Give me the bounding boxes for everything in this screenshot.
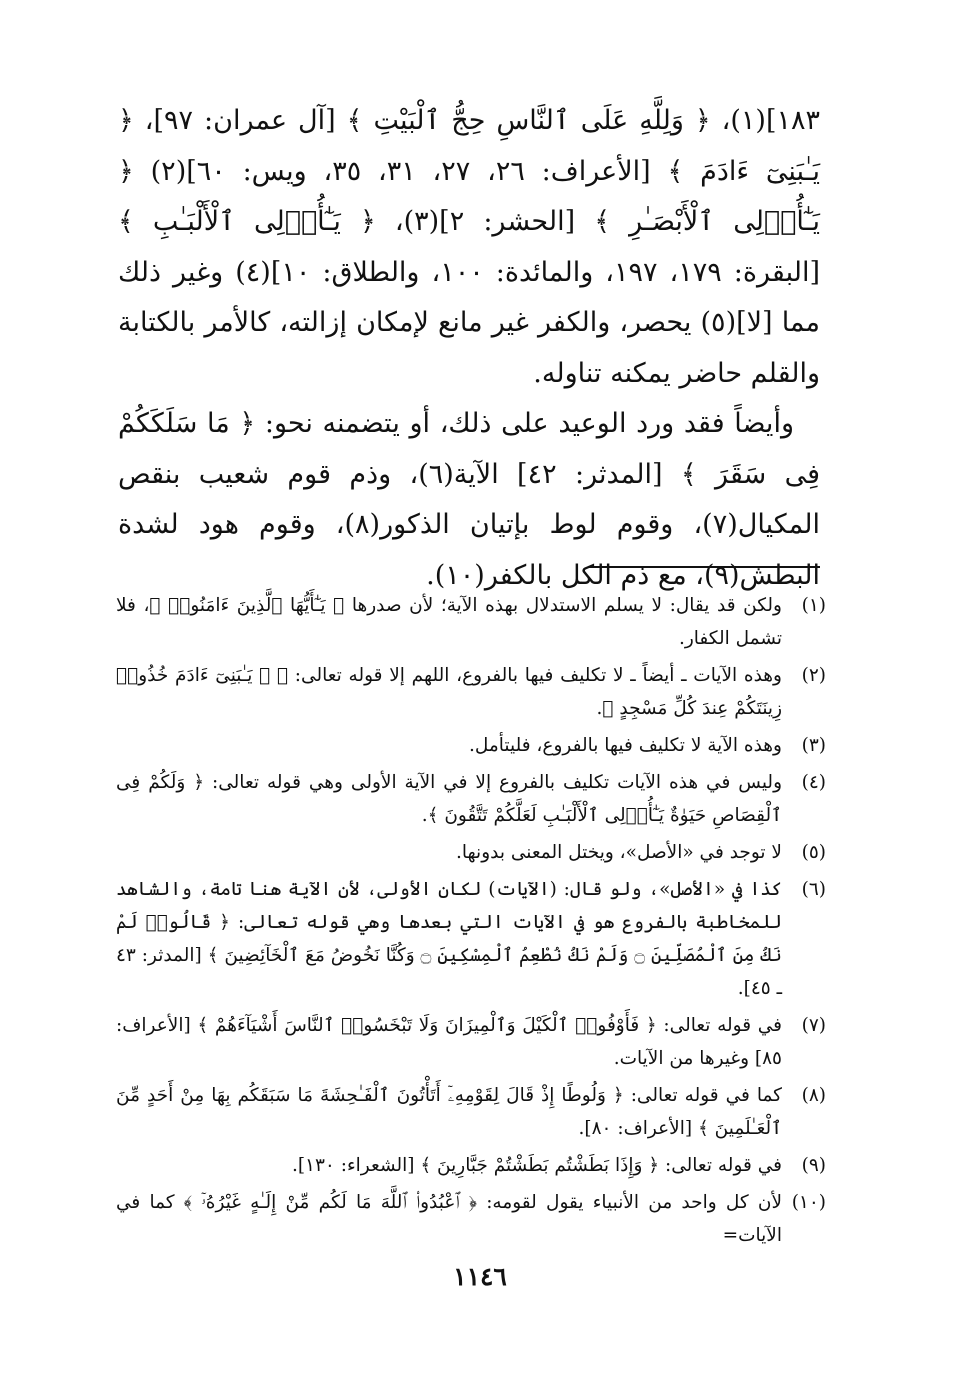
footnote: [116, 729, 826, 762]
footnote-separator: [588, 566, 820, 568]
footnote-text: وهذه الآيات ـ أيضاً ـ لا تكليف فيها بالفروع، اللهم إلا قوله تعالى: ﴿ ۞ يَـٰبَنِىٓ ءَادَمَ خُذُوا۟ زِينَتَكُمْ عِندَ كُلِّ مَسْجِدٍ ﴾.: [116, 665, 782, 719]
footnote-text: لأن كل واحد من الأنبياء يقول لقومه: ﴿ ٱعْبُدُوا۟ ٱللَّهَ مَا لَكُم مِّنْ إِلَـٰهٍ غَيْرُهُۥٓ ﴾ كما في الآيات=: [116, 1192, 782, 1246]
footnote-number: (٣): [801, 735, 826, 756]
footnote: [116, 1009, 826, 1075]
footnote: [116, 659, 826, 725]
footnote-number: (٩): [801, 1155, 826, 1176]
footnote: [116, 1149, 826, 1182]
main-paragraph-2: وأيضاً فقد ورد الوعيد على ذلك، أو يتضمنه نحو: ﴿ مَا سَلَكَكُمْ فِى سَقَرَ ﴾ [المدثر: ٤٢] الآية(٦)، وذم قوم شعيب بنقص المكيال(٧)، وقوم لوط بإتيان الذكور(٨)، وقوم هود لشدة البطش(٩)، مع ذم الكل بالكفر(١٠).: [118, 408, 821, 591]
footnote-text: كما في قوله تعالى: ﴿ وَلُوطًا إِذْ قَالَ لِقَوْمِهِۦٓ أَتَأْتُونَ ٱلْفَـٰحِشَةَ مَا سَبَقَكُم بِهَا مِنْ أَحَدٍ مِّنَ ٱلْعَـٰلَمِينَ ﴾ [الأعراف: ٨٠].: [116, 1085, 782, 1139]
footnote-number: (١): [801, 595, 826, 616]
footnote: [116, 1079, 826, 1145]
footnote-text: ولكن قد يقال: لا يسلم الاستدلال بهذه الآية؛ لأن صدرها ﴿ يَـٰٓأَيُّهَا ٱلَّذِينَ ءَامَنُوا۟ ﴾، فلا تشمل الكفار.: [116, 595, 782, 649]
footnote-number: (٨): [801, 1085, 826, 1106]
footnote-text: في قوله تعالى: ﴿ وَإِذَا بَطَشْتُم بَطَشْتُمْ جَبَّارِينَ ﴾ [الشعراء: ١٣٠].: [291, 1155, 782, 1176]
footnote: [116, 836, 826, 869]
main-text: [118, 96, 820, 601]
footnote-number: (١٠): [791, 1192, 826, 1213]
footnote-number: (٢): [801, 665, 826, 686]
footnote: [116, 766, 826, 832]
footnote-number: (٧): [801, 1015, 826, 1036]
footnote: [116, 1186, 826, 1252]
footnote-number: (٥): [801, 842, 826, 863]
footnote-text: في قوله تعالى: ﴿ فَأَوْفُوا۟ ٱلْكَيْلَ وَٱلْمِيزَانَ وَلَا تَبْخَسُوا۟ ٱلنَّاسَ أَشْيَآءَهُمْ ﴾ [الأعراف: ٨٥] وغيرها من الآيات.: [116, 1015, 782, 1069]
footnote-text: كذا في «الأصل»، ولو قال: (الآيات) لكان الأولى، لأن الآية هنا تامة، والشاهد للمخاطبة بالفروع هو في الآيات التي بعدها وهي قوله تعالى: ﴿ قَالُوا۟ لَمْ نَكُ مِنَ ٱلْمُصَلِّينَ ۝ وَلَمْ نَكُ نُطْعِمُ ٱلْمِسْكِينَ ۝ وَكُنَّا نَخُوضُ مَعَ ٱلْخَآئِضِينَ ﴾ [المدثر: ٤٣ ـ ٤٥].: [116, 879, 783, 999]
footnote: [116, 873, 826, 1005]
footnote-number: (٤): [801, 772, 826, 793]
footnote-text: لا توجد في «الأصل»، ويختل المعنى بدونها.: [456, 842, 782, 863]
page-number: ١١٤٦: [453, 1262, 507, 1291]
footnote: [116, 589, 826, 655]
footnote-number: (٦): [801, 879, 826, 900]
footnote-text: وليس في هذه الآيات تكليف بالفروع إلا في الآية الأولى وهي قوله تعالى: ﴿ وَلَكُمْ فِى ٱلْقِصَاصِ حَيَوٰةٌ يَـٰٓأُو۟لِى ٱلْأَلْبَـٰبِ لَعَلَّكُمْ تَتَّقُونَ ﴾.: [116, 772, 782, 826]
main-paragraph-1: ١٨٣](١)، ﴿ وَلِلَّهِ عَلَى ٱلنَّاسِ حِجُّ ٱلْبَيْتِ ﴾ [آل عمران: ٩٧]، ﴿ يَـٰبَنِىٓ ءَادَمَ ﴾ [الأعراف: ٢٦، ٢٧، ٣١، ٣٥، ويس: ٦٠](٢) ﴿ يَـٰٓأُو۟لِى ٱلْأَبْصَـٰرِ ﴾ [الحشر: ٢](٣)، ﴿ يَـٰٓأُو۟لِى ٱلْأَلْبَـٰبِ ﴾ [البقرة: ١٧٩، ١٩٧، والمائدة: ١٠٠، والطلاق: ١٠](٤) وغير ذلك مما [لا](٥) يحصر، والكفر غير مانع لإمكان إزالته، كالأمر بالكتابة والقلم حاضر يمكنه تناوله.: [118, 105, 821, 389]
footnote-text: وهذه الآية لا تكليف فيها بالفروع، فليتأمل.: [468, 735, 782, 756]
footnotes: [116, 589, 826, 1256]
